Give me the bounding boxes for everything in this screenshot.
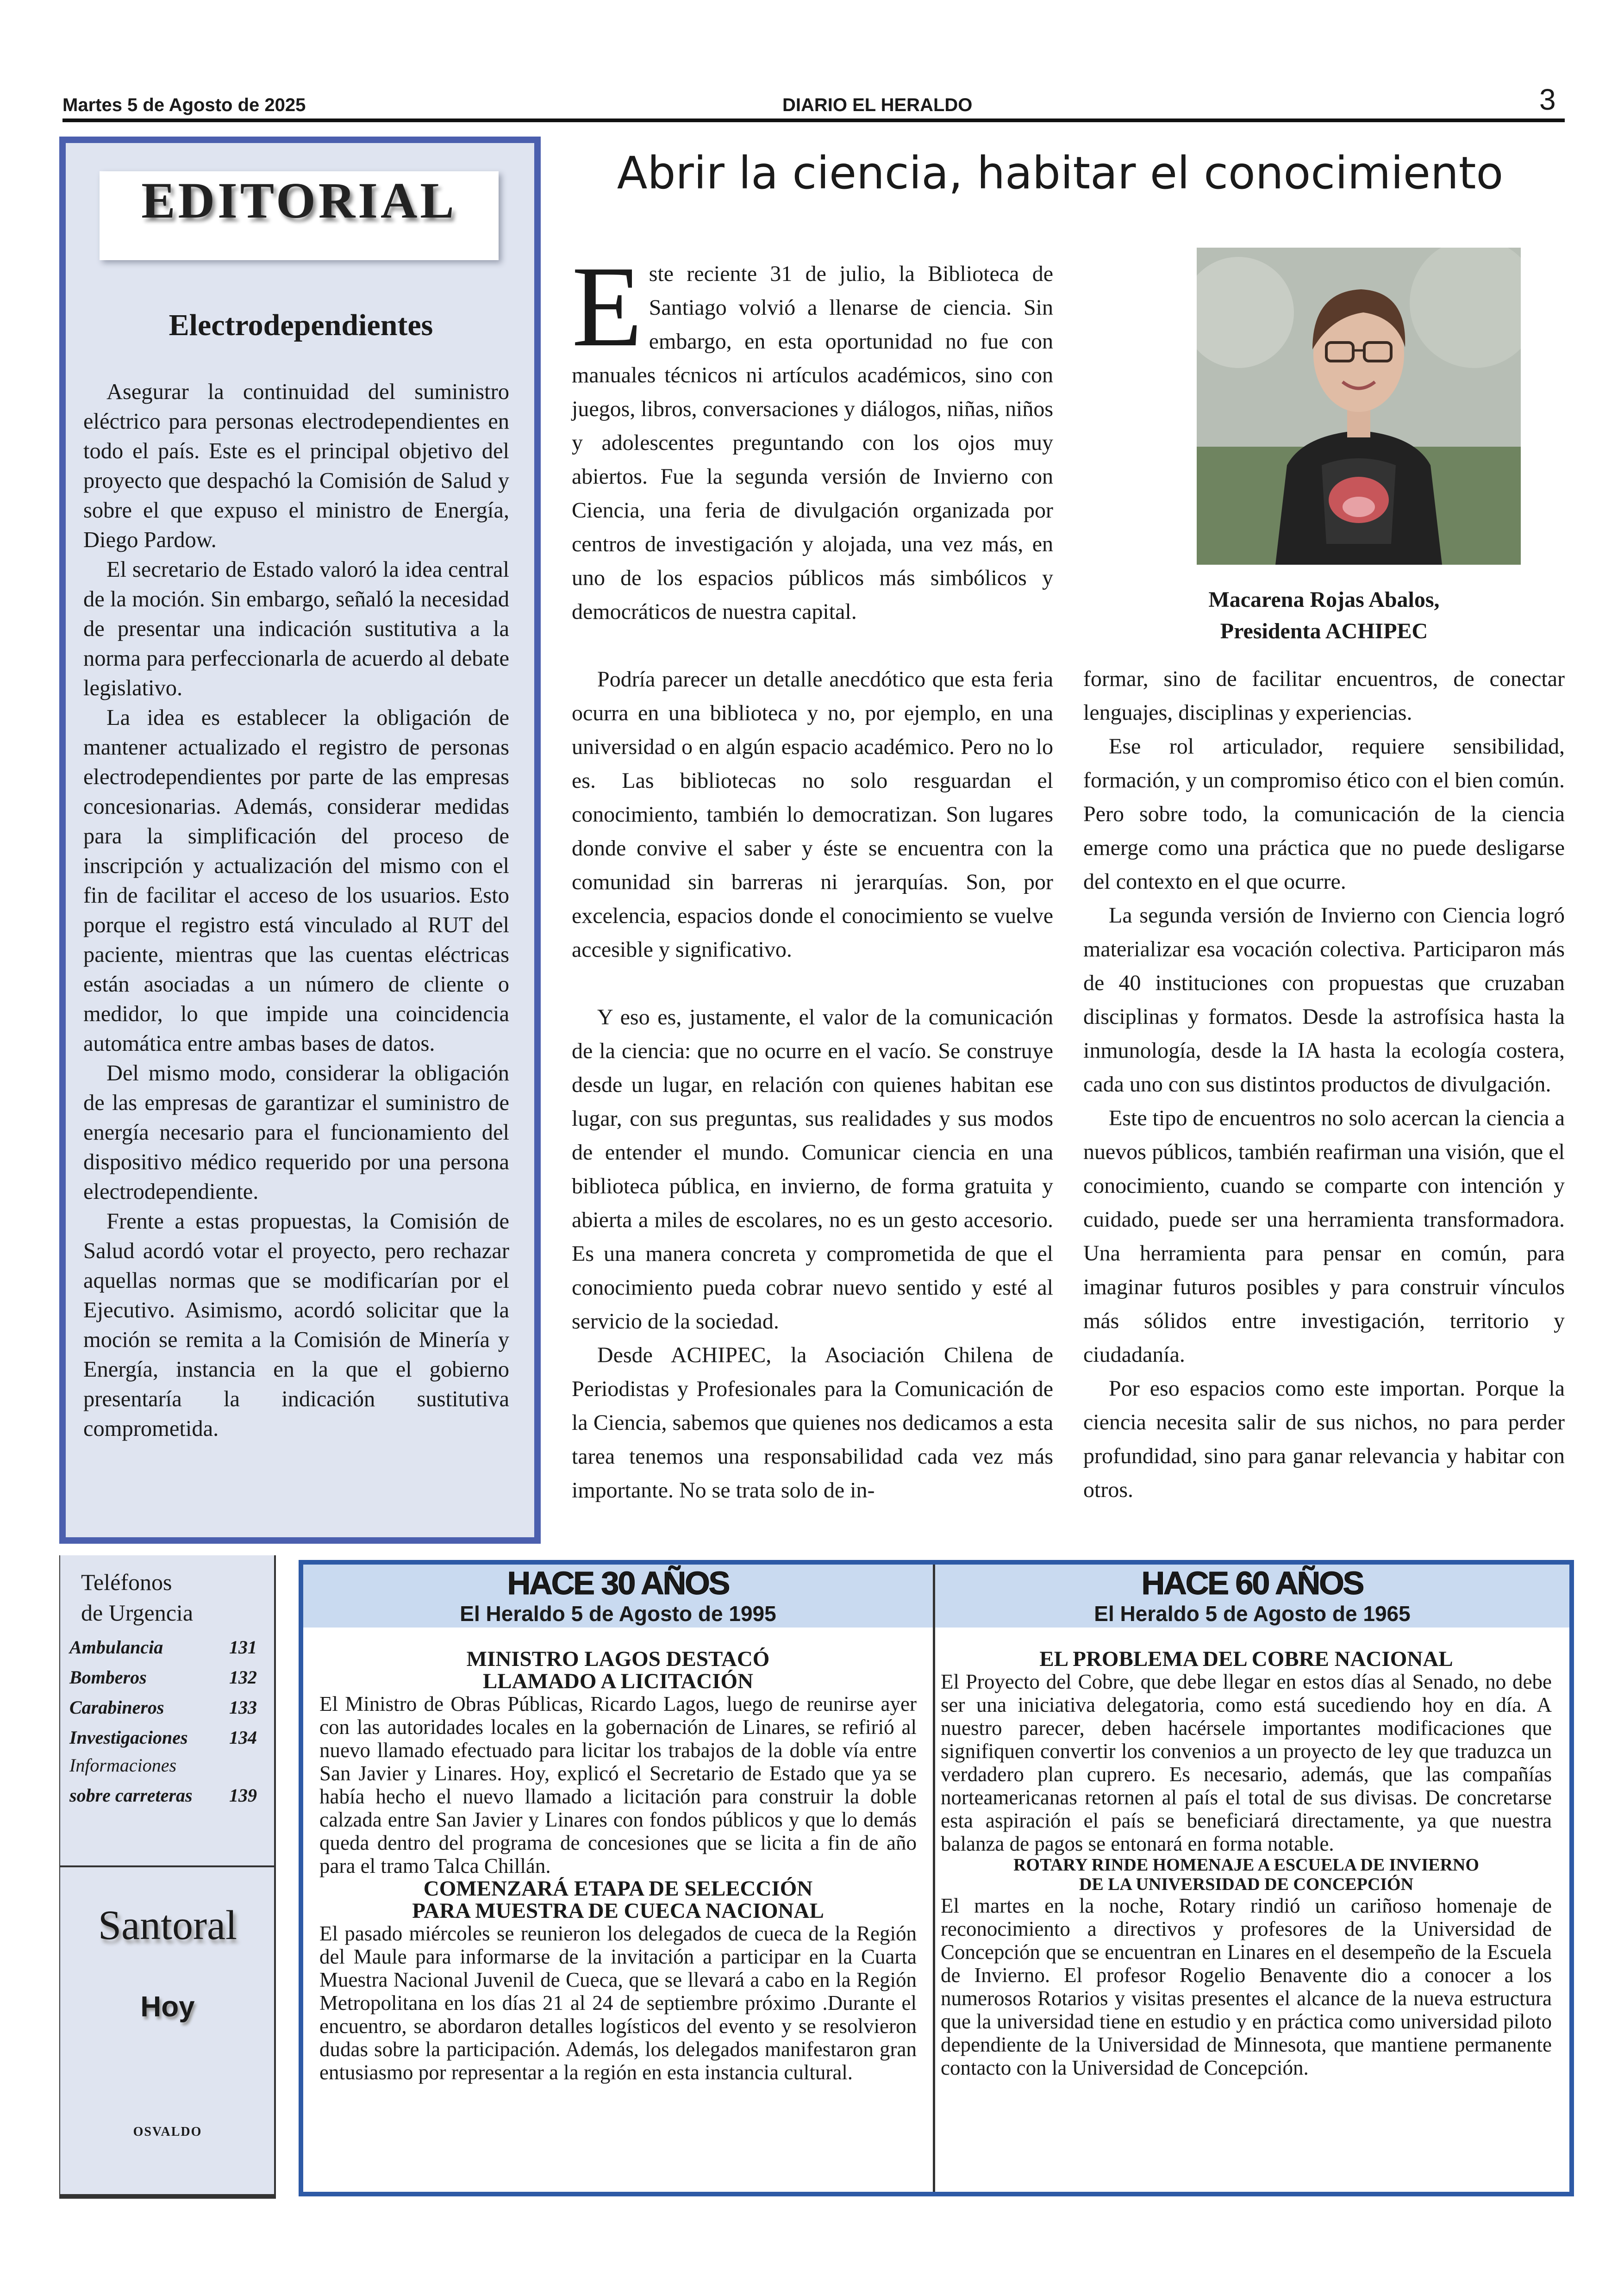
phone-row <box>69 1696 257 1718</box>
hace30-header <box>303 1565 933 1628</box>
editorial-paragraph: Del mismo modo, considerar la obligación de las empresas de garantizar el suministro de energía necesario para el funcionamiento del dispositivo médico requerido por una persona electrodependiente. <box>83 1061 509 1204</box>
phone-number: 132 <box>229 1667 257 1688</box>
phone-label: Bomberos <box>69 1667 147 1688</box>
hace30-headline: PARA MUESTRA DE CUECA NACIONAL <box>412 1899 824 1923</box>
editorial-paragraph: El secretario de Estado valoró la idea central de la moción. Sin embargo, señaló la necesidad de presentar una indicación sustitutiva a la norma para perfeccionarla de acuerdo al debate legislativo. <box>83 557 509 700</box>
phone-info-line: Informaciones <box>69 1755 177 1776</box>
santoral-title: Santoral <box>98 1902 237 1948</box>
editorial-body <box>83 377 509 1444</box>
hace30-headline: COMENZARÁ ETAPA DE SELECCIÓN <box>423 1877 813 1901</box>
phone-row <box>69 1727 257 1748</box>
article-paragraph: La segunda versión de Invierno con Ciencia logró materializar esa vocación colectiva. Participaron más de 40 instituciones con propuestas que cruzaban disciplinas y formatos. Desde la astrofísica hasta la inmunología, desde la IA hasta la ecología costera, cada uno con sus distintos productos de divulgación. <box>1083 903 1565 1097</box>
hace60-paragraph: El Proyecto del Cobre, que debe llegar en estos días al Senado, no debe ser una iniciativa delegatoria, como está sucediendo hoy en día. A nuestro parecer, deben hacérsele importantes modificaciones que signifiquen convertir los convenios a un proyecto de ley que traduzca un verdadero plan cuprero. Es necesario, además, que las compañías norteamericanas retornen al país el total de sus divisas. De concretarse esta aspiración el país se beneficiará directamente, ya que nuestra balanza de pagos se entonará en forma notable. <box>941 1670 1552 1855</box>
hace30-paragraph: El pasado miércoles se reunieron los delegados de cueca de la Región del Maule para informarse de la invitación a participar en la Cuarta Muestra Nacional Juvenil de Cueca, que se llevará a cabo en la Región Metropolitana en los días 21 al 24 de septiembre próximo .Durante el encuentro, se abordaron detalles logísticos del evento y se resolvieron dudas sobre la participación. Además, los delegados manifestaron gran entusiasmo por representar a la región en esta instancia cultural. <box>319 1922 917 2084</box>
hace60-headline: DE LA UNIVERSIDAD DE CONCEPCIÓN <box>1079 1875 1414 1894</box>
article-dropcap: E <box>572 243 643 371</box>
article-lead-text: ste reciente 31 de julio, la Biblioteca de Santiago volvió a llenarse de ciencia. Sin embargo, en esta oportunidad no fue con manuales técnicos ni artículos académicos, sino con juegos, libros, conversaciones y diálogos, niñas, niños y adolescentes preguntando con los ojos muy abiertos. Fue la segunda versión de Invierno con Ciencia, una feria de divulgación organizada por centros de investigación y alojada, una vez más, en uno de los espacios públicos más simbólicos y democráticos de nuestra capital. <box>572 262 1053 624</box>
editorial-banner: EDITORIAL <box>100 171 499 260</box>
hace30-paragraph: El Ministro de Obras Públicas, Ricardo Lagos, luego de reunirse ayer con las autoridades locales en la gobernación de Linares, se refirió al nuevo llamado efectuado para licitar los trabajos de la doble vía entre San Javier y Linares. Hoy, explicó el Secretario de Estado que ya se había hecho el nuevo llamado a licitación para construir la doble calzada entre San Javier y Linares con fondos públicos y que lo demás queda dentro del programa de concesiones que se licita a fin de año para el tramo Talca Chillán. <box>319 1692 917 1877</box>
hace30-headline: MINISTRO LAGOS DESTACÓ <box>466 1647 770 1671</box>
article-paragraph: Este tipo de encuentros no solo acercan la ciencia a nuevos públicos, también reafirman una visión, que el conocimiento, cuando se comparte con intención y cuidado, puede ser una herramienta transformadora. Una herramienta para pensar en común, para imaginar futuros posibles y para construir vínculos más sólidos entre investigación, territorio y ciudadanía. <box>1083 1106 1565 1367</box>
article-paragraph: Por eso espacios como este importan. Porque la ciencia necesita salir de sus nichos, no para perder profundidad, sino para ganar relevancia y habitar con otros. <box>1083 1376 1565 1502</box>
hace60-title: HACE 60 AÑOS <box>1141 1565 1363 1601</box>
editorial-paragraph: Asegurar la continuidad del suministro eléctrico para personas electrodependientes en todo el país. Este es el principal objetivo del proyecto que despachó la Comisión de Salud y sobre el que expuso el ministro de Energía, Diego Pardow. <box>83 380 509 552</box>
article-lead-paragraph <box>572 243 1053 629</box>
article-paragraph: Podría parecer un detalle anecdótico que esta feria ocurra en una biblioteca y no, por ejemplo, en una universidad o en algún espacio académico. Pero no lo es. Las bibliotecas no solo resguardan el conocimiento, también lo democratizan. Son lugares donde convive el saber y éste se encuentra con la comunidad sin barreras ni jerarquías. Son, por excelencia, espacios donde el conocimiento se vuelve accesible y significativo. <box>572 667 1053 962</box>
phone-label: Investigaciones <box>69 1727 188 1748</box>
article-column-left <box>572 243 1053 1507</box>
santoral-subtitle: Hoy <box>140 1991 195 2023</box>
phone-row <box>69 1666 257 1688</box>
header-page-number: 3 <box>1539 83 1556 116</box>
phone-number: 139 <box>229 1785 257 1806</box>
phone-label: Carabineros <box>69 1697 164 1718</box>
hace30-title: HACE 30 AÑOS <box>507 1565 729 1601</box>
hace60-header <box>935 1565 1569 1628</box>
hace60-headline: ROTARY RINDE HOMENAJE A ESCUELA DE INVIERNO <box>1013 1855 1479 1875</box>
phones-title-line1: Teléfonos <box>81 1569 172 1595</box>
phones-title-line2: de Urgencia <box>81 1600 194 1626</box>
photo-caption <box>1083 584 1565 647</box>
hace60-subtitle: El Heraldo 5 de Agosto de 1965 <box>1094 1602 1411 1626</box>
phone-number: 133 <box>229 1697 257 1718</box>
hace30-headline: LLAMADO A LICITACIÓN <box>482 1669 754 1693</box>
hace30-subtitle: El Heraldo 5 de Agosto de 1995 <box>460 1602 776 1626</box>
phone-number: 134 <box>229 1727 257 1748</box>
hace60-column <box>941 1648 1552 2079</box>
editorial-paragraph: La idea es establecer la obligación de mantener actualizado el registro de personas electrodependientes por parte de las empresas concesionarias. Además, considerar medidas para la simplificación del proceso de inscripción y actualización del mismo con el fin de facilitar el acceso de los usuarios. Esto porque el registro está vinculado al RUT del paciente, mientras que las cuentas eléctricas están asociadas a un número de cliente o medidor, lo que impide una coincidencia automática entre ambas bases de datos. <box>83 705 509 1056</box>
santoral-name: OSVALDO <box>133 2125 202 2139</box>
hace60-headline: EL PROBLEMA DEL COBRE NACIONAL <box>1039 1647 1453 1671</box>
hace60-paragraph: El martes en la noche, Rotary rindió un cariñoso homenaje de reconocimiento a directivos y profesores de la Universidad de Concepción que se encuentran en Linares en el desempeño de la Escuela de Invierno. El profesor Rogelio Benavente dio a conocer a los numerosos Rotarios y visitas presentes el alcance de la nueva estructura que la universidad tiene en estudio y en práctica como universidad piloto dependiente de la Universidad de Minnesota, que mantiene permanente contacto con la Universidad de Concepción. <box>941 1894 1552 2079</box>
phone-number: 131 <box>229 1637 257 1658</box>
article-paragraph: formar, sino de facilitar encuentros, de conectar lenguajes, disciplinas y experiencias. <box>1083 667 1565 725</box>
editorial-paragraph: Frente a estas propuestas, la Comisión de Salud acordó votar el proyecto, pero rechazar aquellas normas que se modificarían por el Ejecutivo. Asimismo, acordó solicitar que la moción se remita a la Comisión de Minería y Energía, instancia en la que el gobierno presentaría la indicación sustitutiva comprometida. <box>83 1209 509 1441</box>
header-rule <box>62 118 1565 122</box>
article-paragraph: Ese rol articulador, requiere sensibilidad, formación, y un compromiso ético con el bien común. Pero sobre todo, la comunicación de la ciencia emerge como una práctica que no puede desligarse del contexto en el que ocurre. <box>1083 734 1565 894</box>
header-date: Martes 5 de Agosto de 2025 <box>62 95 306 115</box>
emergency-phones-title <box>81 1567 275 1628</box>
phone-label: Ambulancia <box>69 1637 163 1658</box>
phone-row <box>69 1636 257 1658</box>
phone-row <box>69 1784 257 1806</box>
caption-name: Macarena Rojas Abalos, <box>1208 587 1440 612</box>
article-column-right <box>1083 662 1565 1507</box>
author-photo-illustration <box>1197 248 1521 565</box>
article-paragraph: Y eso es, justamente, el valor de la comunicación de la ciencia: que no ocurre en el vacío. Se construye desde un lugar, en relación con quienes habitan ese lugar, con sus preguntas, sus realidades y sus modos de entender el mundo. Comunicar ciencia en una biblioteca pública, en invierno, de forma gratuita y abierta a miles de escolares, no es un gesto accesorio. Es una manera concreta y comprometida de que el conocimiento pueda cobrar nuevo sentido y esté al servicio de la sociedad. <box>572 1005 1053 1334</box>
hace30-column <box>319 1648 917 2084</box>
caption-role: Presidenta ACHIPEC <box>1220 619 1428 643</box>
article-headline: Abrir la ciencia, habitar el conocimiento <box>617 147 1504 199</box>
article-paragraph: Desde ACHIPEC, la Asociación Chilena de Periodistas y Profesionales para la Comunicación de la Ciencia, sabemos que quienes nos dedicamos a esta tarea tenemos una responsabilidad cada vez más importante. No se trata solo de in- <box>572 1343 1053 1503</box>
header-newspaper-name: DIARIO EL HERALDO <box>782 95 973 115</box>
phone-label: sobre carreteras <box>69 1785 193 1806</box>
history-divider <box>933 1565 935 2192</box>
editorial-title: Electrodependientes <box>169 308 433 342</box>
author-photo <box>1197 248 1521 565</box>
